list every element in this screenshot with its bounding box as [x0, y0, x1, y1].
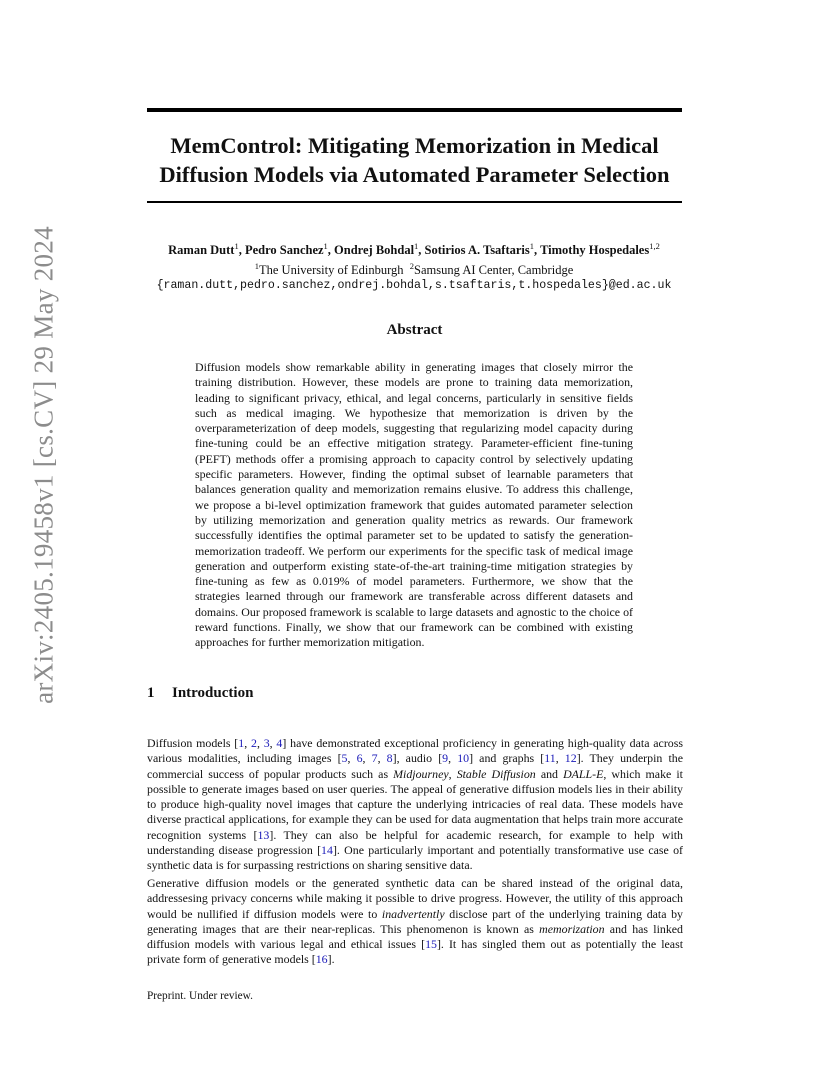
author-block [100, 238, 728, 294]
affiliations: $^1$The University of Edinburgh $^2$Samsung AI Center, Cambridge [254, 261, 574, 278]
title-bottom-rule [147, 201, 682, 203]
citation-link[interactable]: 5 [341, 751, 348, 766]
citation-link[interactable]: 1 [238, 736, 245, 750]
author: Sotirios A. Tsaftaris$^1$ [424, 241, 535, 258]
citation-link[interactable]: 13 [257, 827, 270, 842]
arxiv-identifier [22, 226, 66, 704]
citation-link[interactable]: 3 [263, 736, 270, 750]
citation-link[interactable]: 10 [457, 751, 470, 766]
abstract-heading: Abstract [386, 322, 443, 338]
intro-paragraph-1: Diffusion models [1, 2, 3, 4] have demonstrated exceptional proficiency in generating high-quality data across various modalities, including images [5, 6, 7, 8], audio [9, 10] and graphs [11, 12]. They underpin the commercial success of popular products such as Midjourney, Stable Diffusion and DALL-E, which make it possible to generate images based on user queries. The appeal of generative diffusion models lies in their ability to produce high-quality novel images that capture the underlying intricacies of real data. These models have diverse practical applications, for example they can be used for data augmentation that helps train more accurate recognition systems [13]. They can also be helpful for academic research, for example to help with understanding disease progression [14]. One particularly important and potentially transformative use case of synthetic data is for surpassing restrictions on sharing sensitive data. [147, 736, 683, 873]
arxiv-identifier-text: arXiv:2405.19458v1 [cs.CV] 29 May 2024 [28, 226, 59, 704]
citation-link[interactable]: 14 [321, 843, 333, 858]
title-line-2: Diffusion Models via Automated Parameter Selection [159, 162, 670, 187]
section-title: Introduction [172, 685, 254, 701]
section-number: 1 [147, 685, 155, 701]
page-footer: Preprint. Under review. [147, 990, 253, 1002]
citation-link[interactable]: 7 [371, 751, 378, 766]
author-names: Raman Dutt$^1$, Pedro Sanchez$^1$, Ondrej Bohdal$^1$, Sotirios A. Tsaftaris$^1$, Timothy Hospedales$^{1,2}$ [168, 241, 660, 258]
author: Ondrej Bohdal$^1$ [334, 241, 419, 258]
abstract-body: Diffusion models show remarkable ability in generating images that closely mirror the training distribution. However, these models are prone to training data memorization, leading to significant privacy, ethical, and legal concerns, particularly in sensitive fields such as medical imaging. We hypothesize that memorization is driven by the overparameterization of deep models, suggesting that regularizing model capacity during fine-tuning could be an effective mitigation strategy. Parameter-efficient fine-tuning (PEFT) methods offer a promising approach to capacity control by selectively updating specific parameters. However, finding the optimal subset of learnable parameters that balances generation quality and memorization remains elusive. To address this challenge, we propose a bi-level optimization framework that guides automated parameter selection by utilizing memorization and generation quality metrics as rewards. Our framework successfully identifies the optimal parameter set to be updated to satisfy the generation-memorization tradeoff. We perform our experiments for the specific task of medical image generation and outperform existing state-of-the-art training-time mitigation strategies by fine-tuning as few as 0.019% of model parameters. Furthermore, we show that the strategies learned through our framework are transferable across different datasets and domains. Our proposed framework is scalable to large datasets and agnostic to the choice of reward functions. Finally, we show that our framework can be combined with existing approaches for further memorization mitigation. [195, 360, 633, 650]
author: Raman Dutt$^1$ [168, 241, 239, 258]
citation-link[interactable]: 2 [250, 736, 257, 750]
citation-link[interactable]: 8 [386, 751, 393, 766]
citation-link[interactable]: 11 [544, 751, 556, 766]
citation-link[interactable]: 12 [564, 751, 577, 766]
title-top-rule [147, 108, 682, 112]
citation-link[interactable]: 6 [356, 751, 363, 766]
affiliation: Samsung AI Center, Cambridge [414, 263, 574, 278]
citation-link[interactable]: 16 [315, 952, 328, 967]
citation-link[interactable]: 15 [425, 937, 437, 952]
section-heading-introduction [147, 685, 253, 702]
title-line-1: MemControl: Mitigating Memorization in Medical [170, 133, 659, 158]
affiliation: The University of Edinburgh [259, 263, 404, 278]
author: Timothy Hospedales$^{1,2}$ [540, 241, 660, 258]
citation-link[interactable]: 4 [276, 736, 283, 750]
citation-link[interactable]: 9 [442, 751, 449, 766]
author-emails: {raman.dutt,pedro.sanchez,ondrej.bohdal,s.tsaftaris,t.hospedales}@ed.ac.uk [156, 279, 672, 293]
author: Pedro Sanchez$^1$ [244, 241, 328, 258]
paper-title [140, 131, 689, 189]
intro-paragraph-2: Generative diffusion models or the generated synthetic data can be shared instead of the original data, addressesing privacy concerns while making it possible to drive progress. However, the utility of this approach would be nullified if diffusion models were to inadvertently disclose part of the underlying training data by generating images that are their near-replicas. This phenomenon is known as memorization and has linked diffusion models with various legal and ethical issues [15]. It has singled them out as potentially the least private form of generative models [16]. [147, 876, 684, 967]
